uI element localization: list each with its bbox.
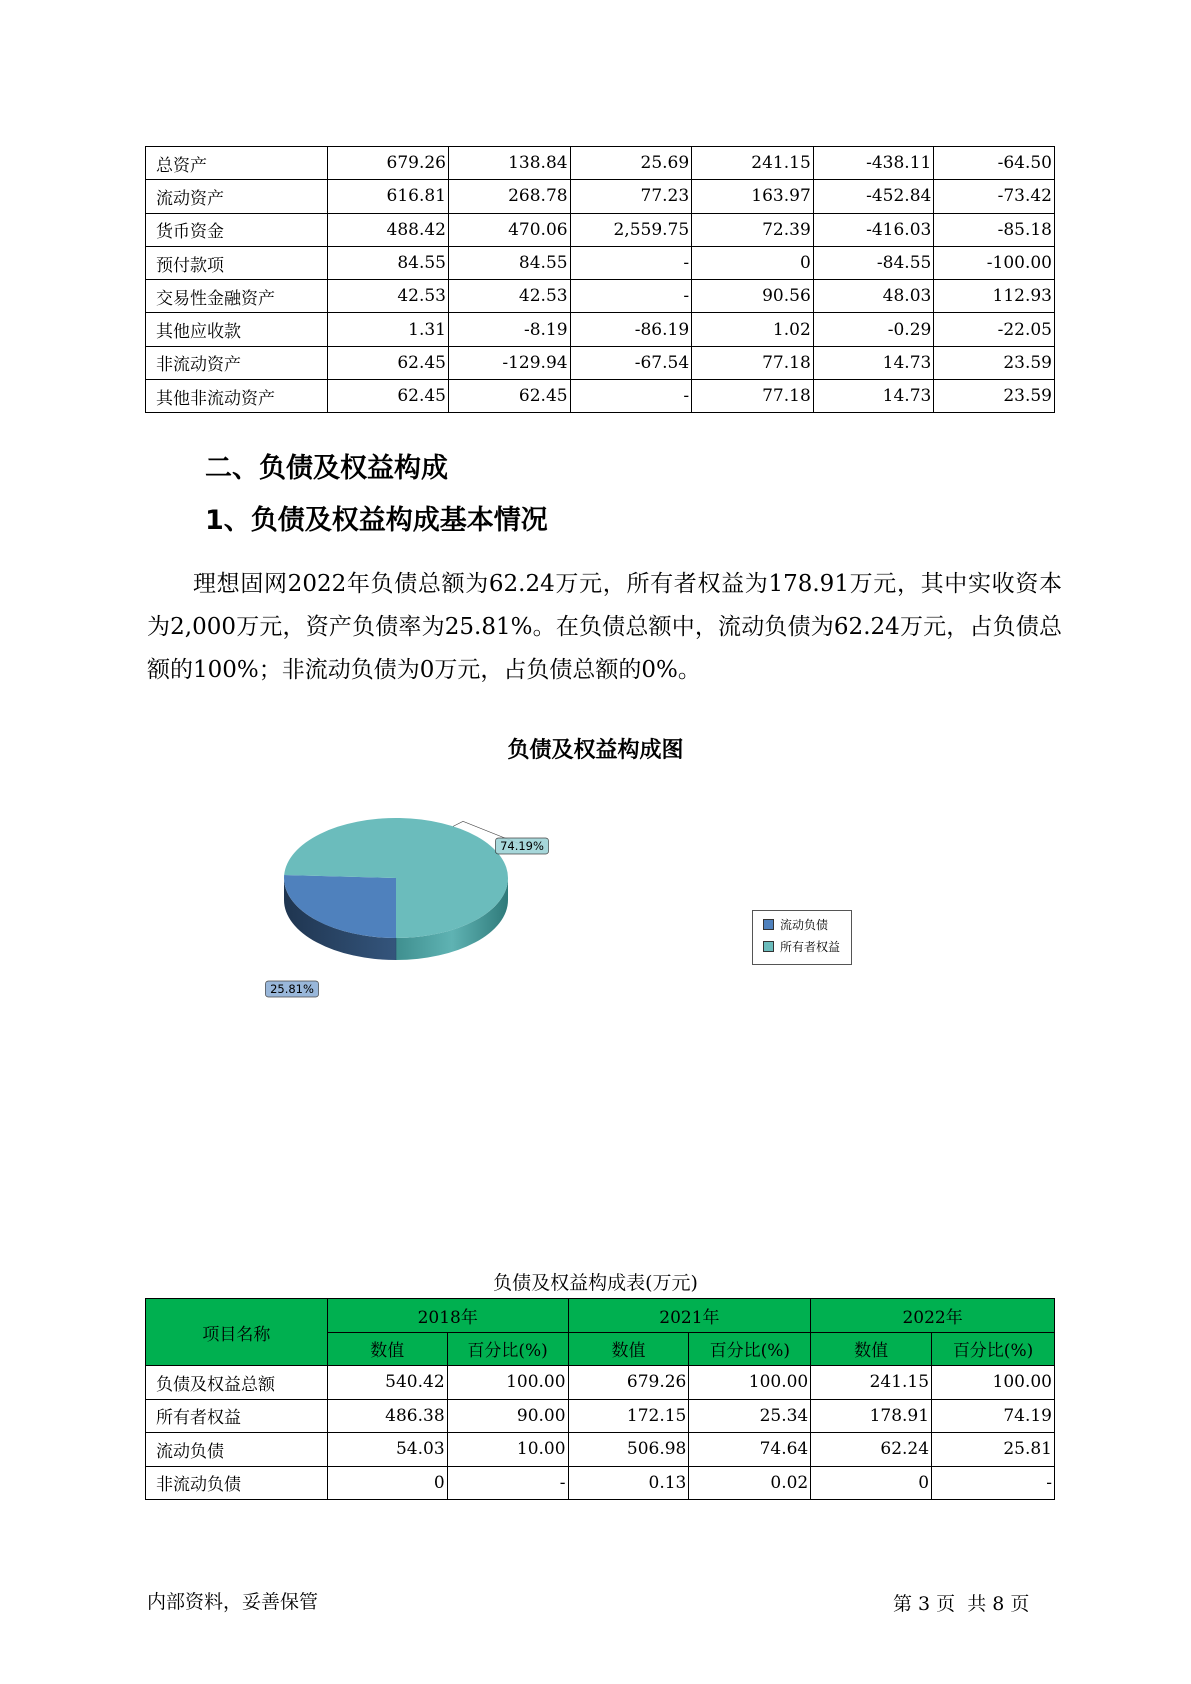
table-cell: -: [570, 280, 692, 313]
year-header: 2022年: [811, 1299, 1055, 1333]
legend-item-current-liabilities: [763, 915, 851, 933]
table-cell: 90.00: [447, 1399, 568, 1433]
table-cell: 506.98: [568, 1433, 689, 1467]
row-label: 流动资产: [146, 180, 328, 213]
table-row: [146, 213, 1055, 246]
table-cell: 470.06: [448, 213, 570, 246]
table-cell: 540.42: [327, 1366, 447, 1400]
footer-page-number: 第 3 页 共 8 页: [893, 1593, 1030, 1615]
chart-legend: [752, 910, 852, 965]
table-cell: 77.18: [692, 380, 814, 413]
table-cell: 100.00: [932, 1366, 1055, 1400]
pie-layer: [265, 818, 548, 997]
asset-change-table-body: [146, 147, 1055, 413]
table-cell: 138.84: [448, 147, 570, 180]
table-caption: 负债及权益构成表(万元): [493, 1272, 698, 1294]
row-label: 非流动资产: [146, 346, 328, 379]
legend-label: 流动负债: [780, 917, 829, 932]
liability-equity-table: [145, 1298, 1055, 1500]
section-heading: 二、负债及权益构成: [205, 453, 448, 484]
table-cell: -: [932, 1466, 1055, 1500]
table-cell: 10.00: [447, 1433, 568, 1467]
table-cell: -129.94: [448, 346, 570, 379]
table-cell: 172.15: [568, 1399, 689, 1433]
value-header: 数值: [327, 1332, 447, 1366]
table-cell: 25.69: [570, 147, 692, 180]
liability-equity-pie-chart: [250, 800, 570, 1000]
table-cell: 1.31: [328, 313, 449, 346]
table-cell: 62.24: [811, 1433, 932, 1467]
value-header: 数值: [568, 1332, 689, 1366]
pie-label-owners-equity: 74.19%: [500, 839, 544, 853]
table-cell: 42.53: [448, 280, 570, 313]
footer-confidential-note: 内部资料，妥善保管: [147, 1591, 319, 1613]
table-cell: 74.64: [689, 1433, 811, 1467]
table-cell: 62.45: [448, 380, 570, 413]
table-cell: -: [570, 246, 692, 279]
legend-item-owners-equity: [763, 937, 851, 955]
item-name-header: 项目名称: [146, 1299, 328, 1366]
table-cell: 54.03: [327, 1433, 447, 1467]
table-row: [146, 346, 1055, 379]
percent-header: 百分比(%): [932, 1332, 1055, 1366]
table-cell: 163.97: [692, 180, 814, 213]
table-cell: -84.55: [813, 246, 934, 279]
table-cell: 25.81: [932, 1433, 1055, 1467]
table-cell: 74.19: [932, 1399, 1055, 1433]
table-cell: 241.15: [811, 1366, 932, 1400]
table-cell: 0.13: [568, 1466, 689, 1500]
table-cell: 0: [327, 1466, 447, 1500]
table-cell: 23.59: [934, 380, 1055, 413]
table-cell: 14.73: [813, 346, 934, 379]
row-label: 非流动负债: [146, 1466, 328, 1500]
table-cell: -100.00: [934, 246, 1055, 279]
table-cell: 2,559.75: [570, 213, 692, 246]
table-cell: -452.84: [813, 180, 934, 213]
legend-label: 所有者权益: [780, 939, 841, 954]
table-cell: 268.78: [448, 180, 570, 213]
asset-change-table: [145, 146, 1055, 413]
table-cell: 25.34: [689, 1399, 811, 1433]
table-cell: 178.91: [811, 1399, 932, 1433]
table-cell: 77.23: [570, 180, 692, 213]
table-cell: -0.29: [813, 313, 934, 346]
table-cell: 62.45: [328, 346, 449, 379]
table-cell: 1.02: [692, 313, 814, 346]
table-cell: -85.18: [934, 213, 1055, 246]
table-row: [146, 1366, 1055, 1400]
row-label: 流动负债: [146, 1433, 328, 1467]
row-label: 总资产: [146, 147, 328, 180]
legend-swatch-blue: [763, 919, 774, 930]
table-cell: -438.11: [813, 147, 934, 180]
row-label: 所有者权益: [146, 1399, 328, 1433]
row-label: 货币资金: [146, 213, 328, 246]
table-row: [146, 1466, 1055, 1500]
table-cell: 23.59: [934, 346, 1055, 379]
table-row: [146, 147, 1055, 180]
table-cell: 77.18: [692, 346, 814, 379]
value-header: 数值: [811, 1332, 932, 1366]
summary-paragraph-text: 理想固网2022年负债总额为62.24万元，所有者权益为178.91万元，其中实收资本为2,000万元，资产负债率为25.81%。在负债总额中，流动负债为62.24万元，占负债总额的100%；非流动负债为0万元，占负债总额的0%。: [147, 571, 1062, 683]
table-row: [146, 180, 1055, 213]
table-cell: 42.53: [328, 280, 449, 313]
table-cell: 0: [692, 246, 814, 279]
table-cell: 84.55: [448, 246, 570, 279]
table-cell: 679.26: [328, 147, 449, 180]
table-cell: -67.54: [570, 346, 692, 379]
liability-equity-table-body: [146, 1366, 1055, 1500]
table-cell: 0.02: [689, 1466, 811, 1500]
table-cell: -: [570, 380, 692, 413]
table-cell: 14.73: [813, 380, 934, 413]
table-row: [146, 1433, 1055, 1467]
table-cell: -73.42: [934, 180, 1055, 213]
table-cell: 679.26: [568, 1366, 689, 1400]
table-cell: -416.03: [813, 213, 934, 246]
table-cell: 0: [811, 1466, 932, 1500]
table-cell: -8.19: [448, 313, 570, 346]
table-cell: 241.15: [692, 147, 814, 180]
pie-label-current-liabilities: 25.81%: [270, 982, 314, 996]
table-header-row: [146, 1299, 1055, 1333]
table-cell: -86.19: [570, 313, 692, 346]
summary-paragraph: [147, 563, 1062, 692]
percent-header: 百分比(%): [689, 1332, 811, 1366]
table-row: [146, 380, 1055, 413]
year-header: 2018年: [327, 1299, 568, 1333]
table-row: [146, 313, 1055, 346]
row-label: 预付款项: [146, 246, 328, 279]
table-cell: 100.00: [447, 1366, 568, 1400]
table-cell: -22.05: [934, 313, 1055, 346]
chart-title: 负债及权益构成图: [507, 738, 684, 763]
table-row: [146, 1399, 1055, 1433]
year-header: 2021年: [568, 1299, 811, 1333]
table-cell: -64.50: [934, 147, 1055, 180]
row-label: 其他应收款: [146, 313, 328, 346]
row-label: 其他非流动资产: [146, 380, 328, 413]
table-cell: 90.56: [692, 280, 814, 313]
table-row: [146, 246, 1055, 279]
table-cell: 62.45: [328, 380, 449, 413]
table-cell: 112.93: [934, 280, 1055, 313]
table-cell: 84.55: [328, 246, 449, 279]
table-cell: 48.03: [813, 280, 934, 313]
table-cell: 616.81: [328, 180, 449, 213]
row-label: 交易性金融资产: [146, 280, 328, 313]
table-cell: 72.39: [692, 213, 814, 246]
table-cell: 100.00: [689, 1366, 811, 1400]
table-cell: 486.38: [327, 1399, 447, 1433]
table-row: [146, 280, 1055, 313]
table-cell: -: [447, 1466, 568, 1500]
legend-swatch-teal: [763, 941, 774, 952]
percent-header: 百分比(%): [447, 1332, 568, 1366]
row-label: 负债及权益总额: [146, 1366, 328, 1400]
sub-heading: 1、负债及权益构成基本情况: [205, 505, 548, 536]
table-cell: 488.42: [328, 213, 449, 246]
